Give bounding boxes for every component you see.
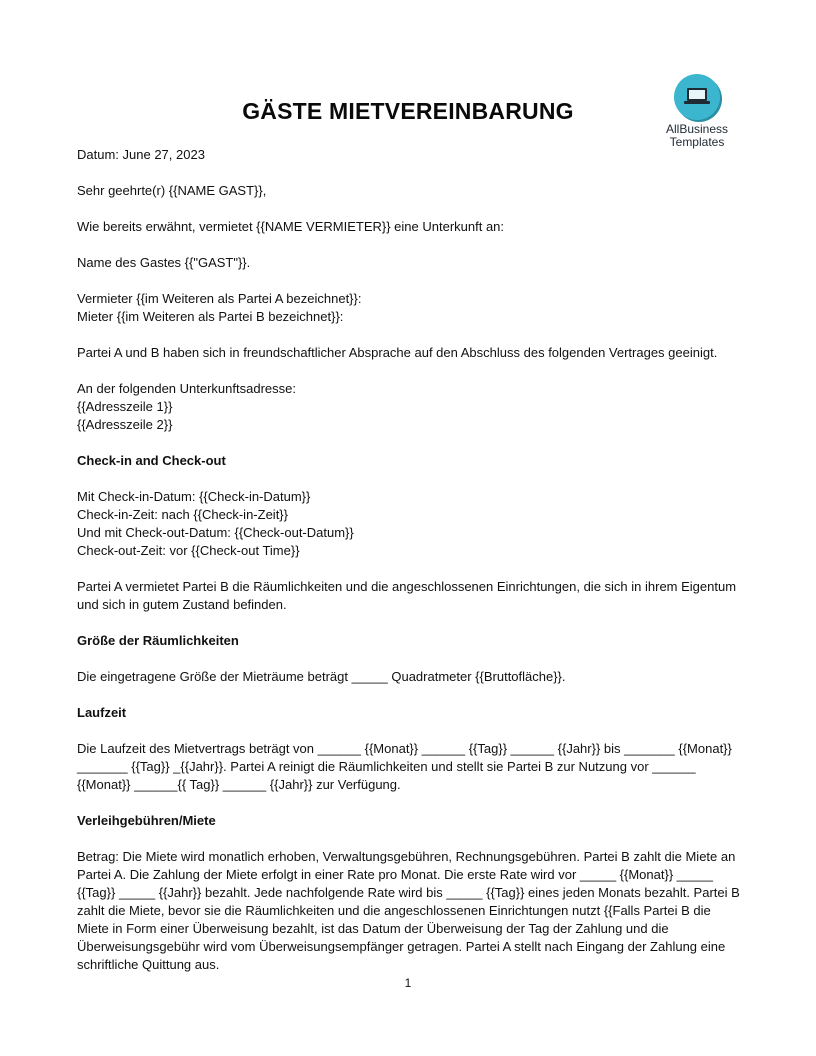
parties-block: [77, 290, 741, 326]
tenant-line: Mieter {{im Weiteren als Partei B bezeichnet}}:: [77, 309, 344, 324]
address-line-2: {{Adresszeile 2}}: [77, 417, 173, 432]
term-heading: Laufzeit: [77, 705, 127, 720]
checkin-heading: Check-in and Check-out: [77, 453, 226, 468]
agreement-paragraph: Partei A und B haben sich in freundschaftlicher Absprache auf den Abschluss des folgenden Vertrages geeinigt.: [77, 345, 718, 360]
salutation: Sehr geehrte(r) {{NAME GAST}},: [77, 183, 267, 198]
checkin-date-line: Mit Check-in-Datum: {{Check-in-Datum}}: [77, 489, 311, 504]
size-heading: Größe der Räumlichkeiten: [77, 633, 239, 648]
fees-heading: Verleihgebühren/Miete: [77, 813, 216, 828]
premises-paragraph: Partei A vermietet Partei B die Räumlichkeiten und die angeschlossenen Einrichtungen, die sich in ihrem Eigentum und sich in gutem Zustand befinden.: [77, 579, 737, 612]
document-title: GÄSTE MIETVEREINBARUNG: [242, 98, 574, 124]
address-label: An der folgenden Unterkunftsadresse:: [77, 381, 296, 396]
address-line-1: {{Adresszeile 1}}: [77, 399, 173, 414]
term-paragraph: Die Laufzeit des Mietvertrags beträgt von ______ {{Monat}} ______ {{Tag}} ______ {{Jahr}} bis _______ {{Monat}} _______ {{Tag}} _{{Jahr}}. Partei A reinigt die Räumlichkeiten und stellt sie Partei B zur Nutzung vor ______ {{Monat}} ______{{ Tag}} ______ {{Jahr}} zur Verfügung.: [77, 741, 732, 792]
logo-line-1: AllBusiness: [665, 122, 729, 136]
address-block: [77, 380, 741, 434]
guest-name-line: Name des Gastes {{"GAST"}}.: [77, 255, 251, 270]
intro-paragraph: Wie bereits erwähnt, vermietet {{NAME VERMIETER}} eine Unterkunft an:: [77, 219, 505, 234]
size-paragraph: Die eingetragene Größe der Mieträume beträgt _____ Quadratmeter {{Bruttofläche}}.: [77, 669, 566, 684]
date-line: Datum: June 27, 2023: [77, 147, 205, 162]
logo-line-2: Templates: [669, 135, 725, 149]
document-body: [77, 146, 741, 992]
checkout-time-line: Check-out-Zeit: vor {{Check-out Time}}: [77, 543, 300, 558]
checkin-time-line: Check-in-Zeit: nach {{Check-in-Zeit}}: [77, 507, 288, 522]
checkout-date-line: Und mit Check-out-Datum: {{Check-out-Datum}}: [77, 525, 354, 540]
page-number: 1: [404, 976, 412, 990]
landlord-line: Vermieter {{im Weiteren als Partei A bezeichnet}}:: [77, 291, 362, 306]
fees-paragraph: Betrag: Die Miete wird monatlich erhoben, Verwaltungsgebühren, Rechnungsgebühren. Partei B zahlt die Miete an Partei A. Die Zahlung der Miete erfolgt in einer Rate pro Monat. Die erste Rate wird vor _____ {{Monat}} _____ {{Tag}} _____ {{Jahr}} bezahlt. Jede nachfolgende Rate wird bis _____ {{Tag}} eines jeden Monats bezahlt. Partei B zahlt die Miete, bevor sie die Räumlichkeiten und die angeschlossenen Einrichtungen nutzt {{Falls Partei B die Miete in Form einer Überweisung bezahlt, ist das Datum der Überweisung der Tag der Zahlung und die Überweisungsgebühr wird vom Überweisungsempfänger getragen. Partei A stellt nach Eingang der Zahlung eine schriftliche Quittung aus.: [77, 849, 740, 972]
checkin-block: [77, 488, 741, 560]
